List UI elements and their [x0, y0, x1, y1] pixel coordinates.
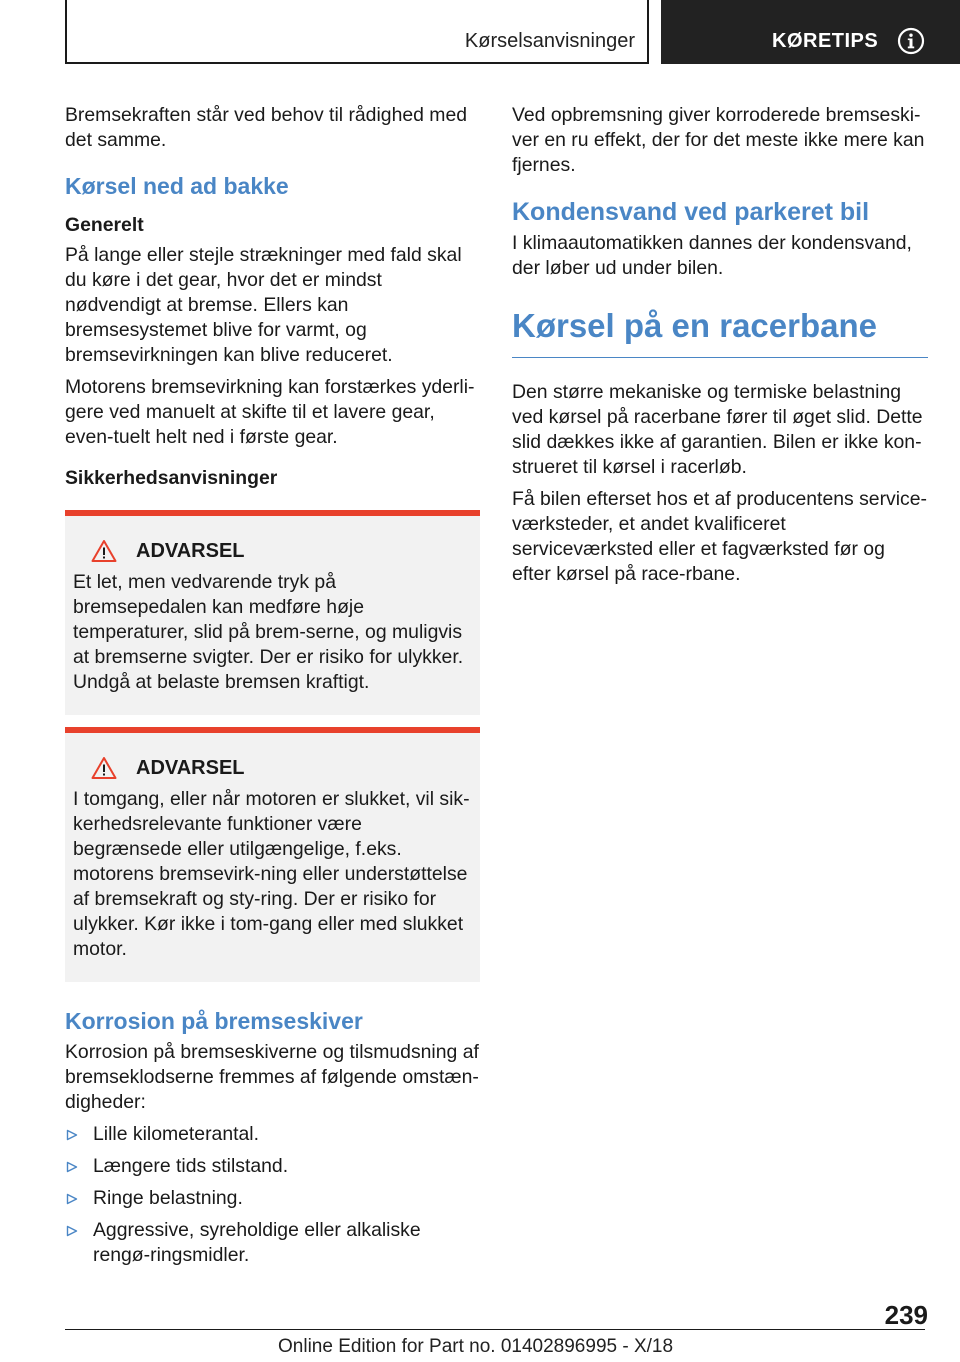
footer-divider	[65, 1329, 925, 1330]
paragraph: Korrosion på bremseskiverne og tilsmudsning af bremseklodserne fremmes af følgende omstæn‐digheder:	[65, 1041, 479, 1113]
paragraph: På lange eller stejle strækninger med fald skal du køre i det gear, hvor det er mindst nødvendigt at bremse. Ellers kan bremsesystemet blive for varmt, og bremsevirkningen kan blive reduceret.	[65, 244, 462, 366]
list-item-text: Aggressive, syreholdige eller alkaliske rengø‐ringsmidler.	[93, 1219, 421, 1266]
heading-race-track: Kørsel på en racerbane	[512, 305, 928, 358]
heading-downhill: Kørsel ned ad bakke	[65, 173, 289, 199]
paragraph: I klimaautomatikken dannes der kondensvand, der løber ud under bilen.	[512, 232, 912, 279]
warning-text: I tomgang, eller når motoren er slukket, vil sik‐kerhedsrelevante funktioner være begrænsede eller utilgængelige, f.eks. motorens bremsevirk‐ning eller understøttelse af bremsekraft og sty‐ring. Der er risiko for ulykker. Kør ikke i tom‐gang eller med slukket motor.	[73, 788, 470, 960]
warning-triangle-icon	[91, 539, 117, 563]
info-circle-icon[interactable]	[897, 27, 925, 55]
list-item	[65, 1186, 480, 1211]
left-column	[65, 103, 480, 1275]
warning-text: Et let, men vedvarende tryk på bremsepedalen kan medføre høje temperaturer, slid på brem‐serne, og muligvis at bremserne svigter. Der er risiko for ulykker. Undgå at belaste bremsen kraftigt.	[73, 571, 464, 693]
page-number: 239	[884, 1300, 928, 1330]
warning-header	[73, 538, 472, 564]
header-section-box	[65, 0, 649, 64]
header-section-title: Kørselsanvisninger	[464, 30, 635, 52]
list-item	[65, 1218, 480, 1268]
list-item-text: Ringe belastning.	[93, 1187, 243, 1209]
triangle-bullet-icon	[66, 1225, 78, 1237]
paragraph: Bremsekraften står ved behov til rådighed med det samme.	[65, 104, 468, 151]
paragraph: Få bilen efterset hos et af producentens service‐værksteder, et andet kvalificeret serviceværksted eller et fagværksted før og efter kørsel på race‐rbane.	[512, 488, 927, 585]
heading-corrosion: Korrosion på bremseskiver	[65, 1008, 363, 1034]
warning-box	[65, 510, 480, 715]
list-item-text: Længere tids stilstand.	[93, 1155, 289, 1177]
bullet-list	[65, 1122, 480, 1268]
triangle-bullet-icon	[66, 1193, 78, 1205]
header-tab-label: KØRETIPS	[772, 30, 879, 52]
heading-condensation: Kondensvand ved parkeret bil	[512, 198, 870, 226]
warning-title: ADVARSEL	[136, 540, 245, 562]
warning-box	[65, 727, 480, 982]
paragraph: Den større mekaniske og termiske belastning ved kørsel på racerbane fører til øget slid. Dette slid dækkes ikke af garantien. Bilen er ikke kon‐strueret til kørsel i racerløb.	[512, 381, 923, 478]
triangle-bullet-icon	[66, 1161, 78, 1173]
warning-triangle-icon	[91, 756, 117, 780]
triangle-bullet-icon	[66, 1129, 78, 1141]
warning-title: ADVARSEL	[136, 757, 245, 779]
header-tab[interactable]	[661, 0, 960, 64]
warning-header	[73, 755, 472, 781]
right-column	[512, 103, 928, 594]
list-item-text: Lille kilometerantal.	[93, 1123, 259, 1145]
list-item	[65, 1122, 480, 1147]
paragraph: Motorens bremsevirkning kan forstærkes yderli‐gere ved manuelt at skifte til et lavere gear, even‐tuelt helt ned i første gear.	[65, 376, 475, 448]
footer-edition: Online Edition for Part no. 01402896995 - X/18	[278, 1336, 674, 1357]
paragraph: Ved opbremsning giver korroderede bremseski‐ver en ru effekt, der for det meste ikke mere kan fjernes.	[512, 104, 925, 176]
heading-safety: Sikkerhedsanvisninger	[65, 467, 278, 489]
list-item	[65, 1154, 480, 1179]
heading-general: Generelt	[65, 214, 144, 236]
